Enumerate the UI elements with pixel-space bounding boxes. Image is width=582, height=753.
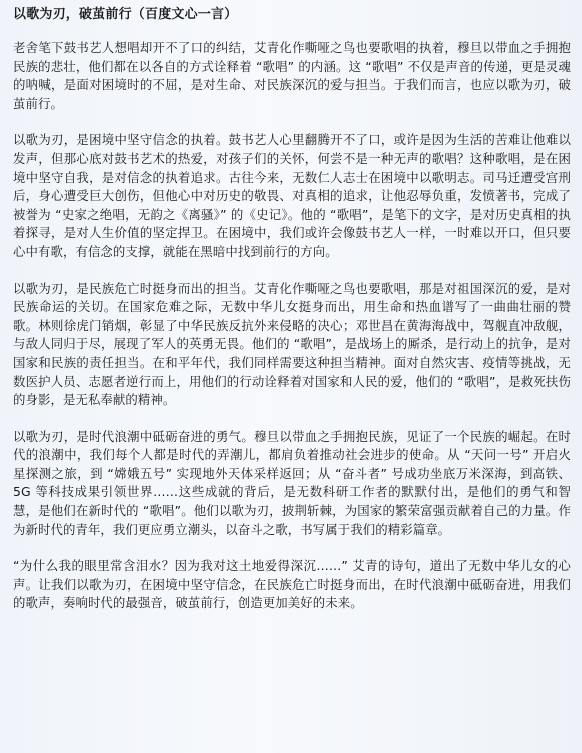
paragraph-conclusion: “为什么我的眼里常含泪水？因为我对这土地爱得深沉……” 艾青的诗句，道出了无数中华儿女的心声。让我们以歌为刃，在困境中坚守信念，在民族危亡时挺身而出，在时代浪潮中砥砺奋进，用我们的歌声，奏响时代的最强音，破茧前行，创造更加美好的未来。 (13, 558, 571, 611)
paragraph-intro: 老舍笔下鼓书艺人想唱却开不了口的纠结，艾青化作嘶哑之鸟也要歌唱的执着，穆旦以带血之手拥抱民族的悲壮，他们都在以各自的方式诠释着 “歌唱” 的内涵。这 “歌唱” 不仅是声音的传递，更是灵魂的呐喊，是面对困境时的不屈，是对生命、对民族深沉的爱与担当。于我们而言，也应以歌为刃，破茧前行。 (13, 40, 571, 111)
paragraph-belief: 以歌为刃，是困境中坚守信念的执着。鼓书艺人心里翻腾开不了口，或许是因为生活的苦难让他难以发声，但那心底对鼓书艺术的热爱，对孩子们的关怀，何尝不是一种无声的歌唱？这种歌唱，是在困境中坚守自我，是对信念的执着追求。古往今来，无数仁人志士在困境中以歌明志。司马迁遭受宫刑后，身心遭受巨大创伤，但他心中对历史的敬畏、对真相的追求，让他忍辱负重，发愤著书，完成了被誉为 “史家之绝唱，无韵之《离骚》” 的《史记》。他的 “歌唱”，是笔下的文字，是对历史真相的执着探寻，是对人生价值的坚定捍卫。在困境中，我们或许会像鼓书艺人一样，一时难以开口，但只要心中有歌，有信念的支撑，就能在黑暗中找到前行的方向。 (13, 132, 571, 259)
paragraph-courage: 以歌为刃，是时代浪潮中砥砺奋进的勇气。穆旦以带血之手拥抱民族，见证了一个民族的崛起。在时代的浪潮中，我们每个人都是时代的弄潮儿，都肩负着推动社会进步的使命。从 “天问一号” 开启火星探测之旅，到 “嫦娥五号” 实现地外天体采样返回；从 “奋斗者” 号成功坐底万米深海，到高铁、5G 等科技成果引领世界……这些成就的背后，是无数科研工作者的默默付出，是他们的勇气和智慧，是他们在新时代的 “歌唱”。他们以歌为刃，披荆斩棘，为国家的繁荣富强贡献着自己的力量。作为新时代的青年，我们更应勇立潮头，以奋斗之歌，书写属于我们的精彩篇章。 (13, 428, 571, 537)
article-title: 以歌为刃，破茧前行（百度文心一言） (13, 7, 238, 22)
paragraph-responsibility: 以歌为刃，是民族危亡时挺身而出的担当。艾青化作嘶哑之鸟也要歌唱，那是对祖国深沉的爱，是对民族命运的关切。在国家危难之际，无数中华儿女挺身而出，用生命和热血谱写了一曲曲壮丽的赞歌。林则徐虎门销烟，彰显了中华民族反抗外来侵略的决心；邓世昌在黄海海战中，驾舰直冲敌舰，与敌人同归于尽，展现了军人的英勇无畏。他们的 “歌唱”，是战场上的厮杀，是行动上的抗争，是对国家和民族的责任担当。在和平年代，我们同样需要这种担当精神。面对自然灾害、疫情等挑战，无数医护人员、志愿者逆行而上，用他们的行动诠释着对国家和人民的爱，他们的 “歌唱”，是救死扶伤的身影，是无私奉献的精神。 (13, 280, 571, 408)
